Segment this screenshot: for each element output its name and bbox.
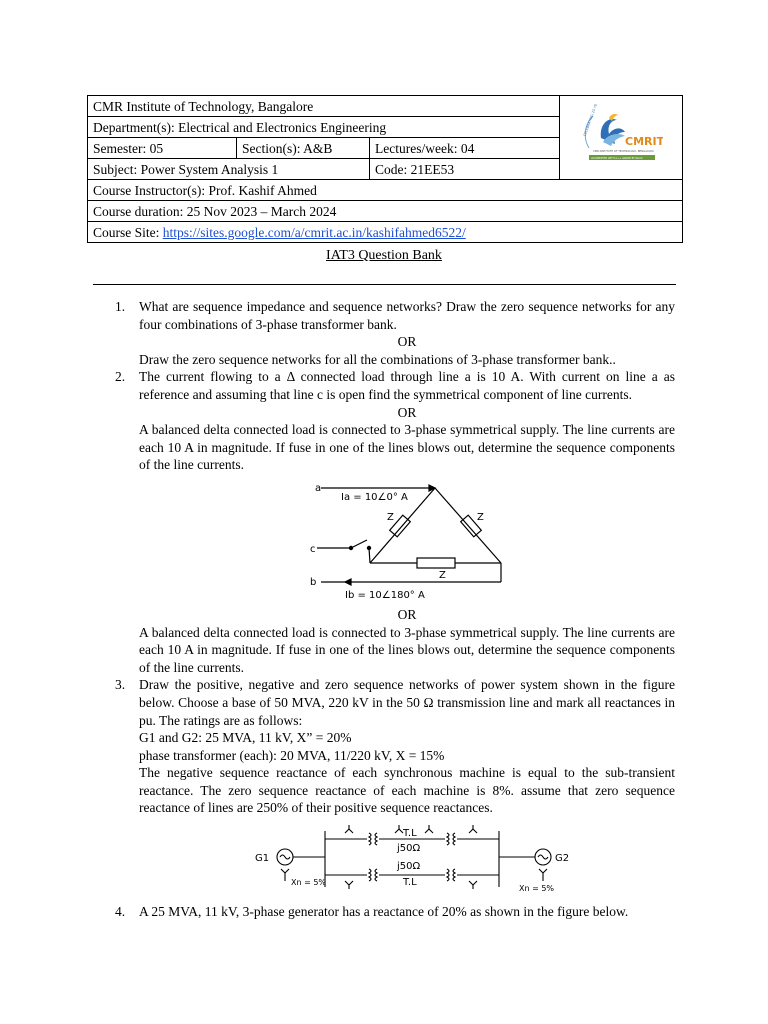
question-alternative: A balanced delta connected load is connected to 3-phase symmetrical supply. The line currents are each 10 A in magnitude. If fuse in one of the lines blows out, determine the sequence components of the line currents. [139,624,675,675]
logo-tagline: ACCREDITED WITH A++ GRADE BY NAAC [591,156,643,160]
question-number: 1. [115,299,126,314]
current-ib-label: Ib = 10∠180° A [345,589,425,601]
impedance-z-right: Z [477,511,484,523]
question-alternative: A balanced delta connected load is connected to 3-phase symmetrical supply. The line currents are each 10 A in magnitude. If fuse in one of the lines blows out, determine the sequence components of the line currents. [139,422,675,473]
question-text: The current flowing to a Δ connected load through line a is 10 A. With current on line a as reference and assuming that line c is open find the symmetrical component of line currents. [139,369,675,402]
question-number: 4. [115,904,126,920]
line-a-label: a [315,482,322,494]
tl-top-label: T.L [403,828,417,840]
resistance-top-label: j50Ω [397,843,421,855]
institute-name: CMR Institute of Technology, Bangalore [88,96,560,117]
question-text: Draw the positive, negative and zero sequence networks of power system shown in the figure below. Choose a base of 50 MVA, 220 kV in the 50 Ω transmission line and mark all reactances in pu. The ratings are as follows: [139,677,675,728]
line-c-label: c [310,543,316,555]
question-3 [105,676,675,729]
lectures-per-week: Lectures/week: 04 [370,138,560,159]
subject: Subject: Power System Analysis 1 [88,159,370,180]
xn-g2-label: Xn = 5% [519,884,555,894]
current-ia-label: Ia = 10∠0° A [341,491,408,503]
semester: Semester: 05 [88,138,237,159]
course-site [88,222,683,243]
question-text: What are sequence impedance and sequence networks? Draw the zero sequence networks for any four combinations of 3-phase transformer bank. [139,299,675,332]
resistance-bottom-label: j50Ω [397,861,421,873]
impedance-z-bottom: Z [439,569,446,581]
delta-load-circuit-figure [105,478,675,606]
course-header-table [87,95,683,243]
cmrit-logo [560,96,683,180]
course-duration: Course duration: 25 Nov 2023 – March 2024 [88,201,683,222]
tl-bottom-label: T.L [403,877,417,889]
line-b-label: b [310,576,317,588]
question-number: 2. [115,369,126,385]
logo-sub-text: CMR INSTITUTE OF TECHNOLOGY, BENGALURU [593,150,654,153]
g1-label: G1 [255,853,270,865]
logo-name: CMRIT [625,135,663,148]
course-instructor: Course Instructor(s): Prof. Kashif Ahmed [88,180,683,201]
course-site-link[interactable]: https://sites.google.com/a/cmrit.ac.in/kashifahmed6522/ [162,224,466,240]
question-1 [105,298,675,333]
logo-arc-text: CELEBRATING 25 YEARS [582,104,601,137]
question-alternative: Draw the zero sequence networks for all the combinations of 3-phase transformer bank.. [139,351,616,367]
question-2 [105,368,675,403]
or-separator: OR [397,404,417,420]
section: Section(s): A&B [237,138,370,159]
department: Department(s): Electrical and Electronics Engineering [88,117,560,138]
question-number: 3. [115,677,126,693]
xn-g1-label: Xn = 5% [291,878,327,888]
power-system-figure [105,823,675,899]
impedance-z-left: Z [387,511,394,523]
course-code: Code: 21EE53 [370,159,560,180]
rating-transformer: phase transformer (each): 20 MVA, 11/220 kV, X = 15% [139,747,445,763]
title-divider [93,284,676,285]
question-list [105,298,675,921]
g2-label: G2 [555,853,570,865]
course-site-label: Course Site: [93,224,163,240]
sequence-reactance-notes: The negative sequence reactance of each synchronous machine is equal to the sub-transient reactance. The zero sequence reactance of each machine is 8%. assume that zero sequence reactance of lines are 250% of their positive sequence reactances. [139,765,675,816]
question-4 [105,903,675,921]
rating-g1-g2: G1 and G2: 25 MVA, 11 kV, X” = 20% [139,730,352,746]
doc-title: IAT3 Question Bank [326,248,442,263]
question-text: A 25 MVA, 11 kV, 3-phase generator has a reactance of 20% as shown in the figure below. [139,904,629,920]
cmrit-logo-graphic [579,104,663,166]
or-separator: OR [397,334,417,350]
or-separator: OR [397,606,417,622]
